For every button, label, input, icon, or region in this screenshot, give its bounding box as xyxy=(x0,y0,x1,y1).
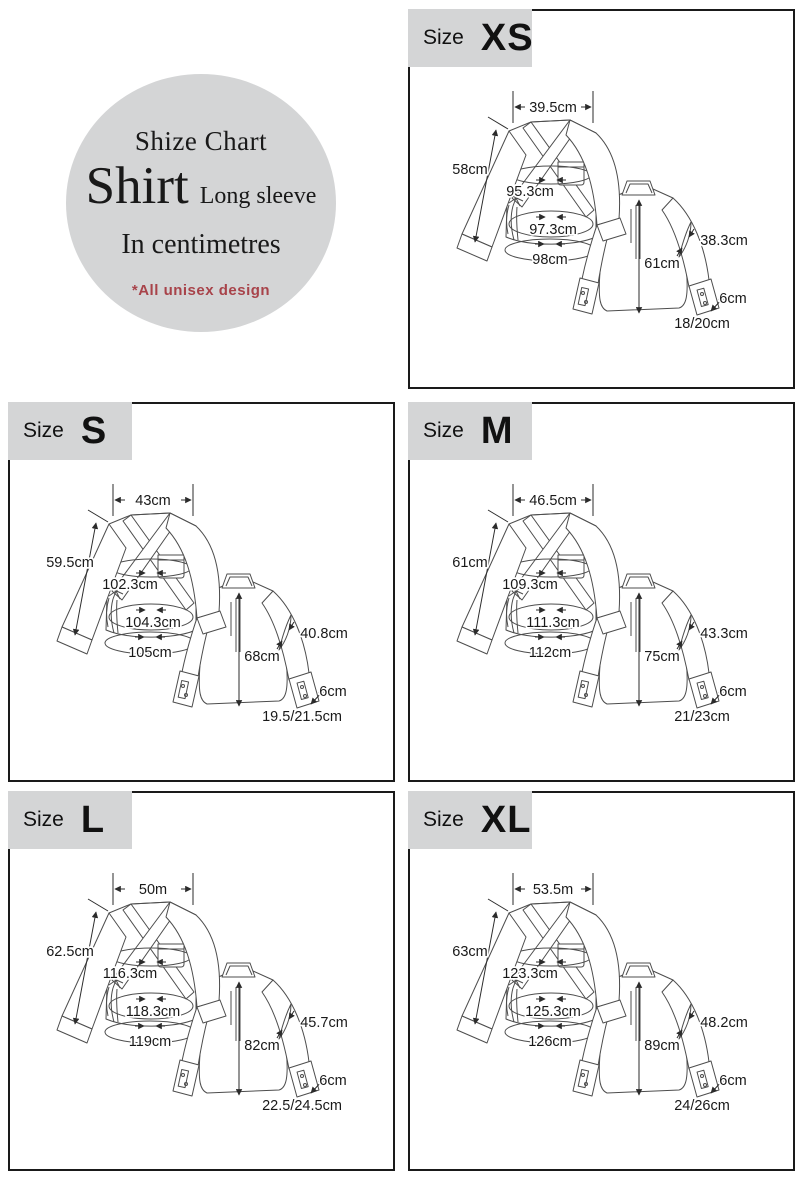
outer-sleeve-label: 63cm xyxy=(452,944,488,960)
hem-girth-label: 119cm xyxy=(128,1034,172,1050)
product-variant: Long sleeve xyxy=(199,183,317,209)
shirt-size-diagram xyxy=(410,849,793,1169)
size-word: Size xyxy=(423,419,464,442)
waist-girth-label: 97.3cm xyxy=(529,222,577,238)
back-length-label: 61cm xyxy=(644,256,680,272)
chest-girth-label: 123.3cm xyxy=(502,966,558,982)
waist-girth-label: 104.3cm xyxy=(125,615,181,631)
size-tab xyxy=(408,791,532,849)
back-length-label: 68cm xyxy=(244,649,280,665)
size-code: XS xyxy=(480,16,534,59)
chest-girth-label: 95.3cm xyxy=(506,184,554,200)
size-code: S xyxy=(80,409,108,452)
cuff-girth-label: 18/20cm xyxy=(674,316,730,332)
size-word: Size xyxy=(423,808,464,831)
size-tab xyxy=(408,402,532,460)
size-word: Size xyxy=(23,419,64,442)
hem-girth-label: 112cm xyxy=(528,645,572,661)
cuff-height-label: 6cm xyxy=(319,684,347,700)
waist-girth-label: 111.3cm xyxy=(526,615,580,631)
cuff-girth-label: 24/26cm xyxy=(674,1098,730,1114)
shoulder-width-label: 43cm xyxy=(135,493,171,509)
size-code: M xyxy=(480,409,514,452)
back-length-label: 75cm xyxy=(644,649,680,665)
inner-sleeve-label: 43.3cm xyxy=(700,626,748,642)
outer-sleeve-label: 62.5cm xyxy=(46,944,94,960)
back-length-label: 89cm xyxy=(644,1038,680,1054)
hem-girth-label: 105cm xyxy=(128,645,172,661)
size-word: Size xyxy=(423,26,464,49)
back-length-label: 82cm xyxy=(244,1038,280,1054)
product-name: Shirt xyxy=(85,157,189,215)
waist-girth-label: 125.3cm xyxy=(525,1004,581,1020)
cuff-height-label: 6cm xyxy=(719,684,747,700)
shoulder-width-label: 53.5m xyxy=(532,882,574,898)
title-badge xyxy=(66,74,336,332)
size-panel-xl xyxy=(408,791,795,1171)
size-code: XL xyxy=(480,798,532,841)
inner-sleeve-label: 45.7cm xyxy=(300,1015,348,1031)
cuff-height-label: 6cm xyxy=(319,1073,347,1089)
shoulder-width-label: 39.5cm xyxy=(529,100,577,116)
shirt-size-diagram xyxy=(410,67,793,387)
size-word: Size xyxy=(23,808,64,831)
shirt-size-diagram xyxy=(10,849,393,1169)
size-chart-label: Shize Chart xyxy=(134,126,268,156)
outer-sleeve-label: 59.5cm xyxy=(46,555,94,571)
cuff-height-label: 6cm xyxy=(719,1073,747,1089)
cuff-girth-label: 19.5/21.5cm xyxy=(262,709,342,725)
outer-sleeve-label: 58cm xyxy=(452,162,488,178)
chest-girth-label: 109.3cm xyxy=(502,577,558,593)
shirt-size-diagram xyxy=(410,460,793,780)
size-tab xyxy=(8,402,132,460)
chest-girth-label: 116.3cm xyxy=(102,966,158,982)
size-code: L xyxy=(80,798,106,841)
shoulder-width-label: 46.5cm xyxy=(529,493,577,509)
outer-sleeve-label: 61cm xyxy=(452,555,488,571)
hem-girth-label: 98cm xyxy=(532,252,568,268)
inner-sleeve-label: 38.3cm xyxy=(700,233,748,249)
waist-girth-label: 118.3cm xyxy=(125,1004,181,1020)
cuff-girth-label: 22.5/24.5cm xyxy=(262,1098,342,1114)
product-title-row xyxy=(86,159,317,213)
cuff-height-label: 6cm xyxy=(719,291,747,307)
size-panel-l xyxy=(8,791,395,1171)
size-panel-s xyxy=(8,402,395,782)
size-tab xyxy=(408,9,532,67)
inner-sleeve-label: 48.2cm xyxy=(700,1015,748,1031)
size-panel-xs xyxy=(408,9,795,389)
size-panel-m xyxy=(408,402,795,782)
size-tab xyxy=(8,791,132,849)
cuff-girth-label: 21/23cm xyxy=(674,709,730,725)
shoulder-width-label: 50m xyxy=(138,882,168,898)
hem-girth-label: 126cm xyxy=(528,1034,572,1050)
inner-sleeve-label: 40.8cm xyxy=(300,626,348,642)
shirt-size-diagram xyxy=(10,460,393,780)
unisex-note: *All unisex design xyxy=(131,282,271,300)
chest-girth-label: 102.3cm xyxy=(102,577,158,593)
units-label: In centimetres xyxy=(121,229,281,261)
